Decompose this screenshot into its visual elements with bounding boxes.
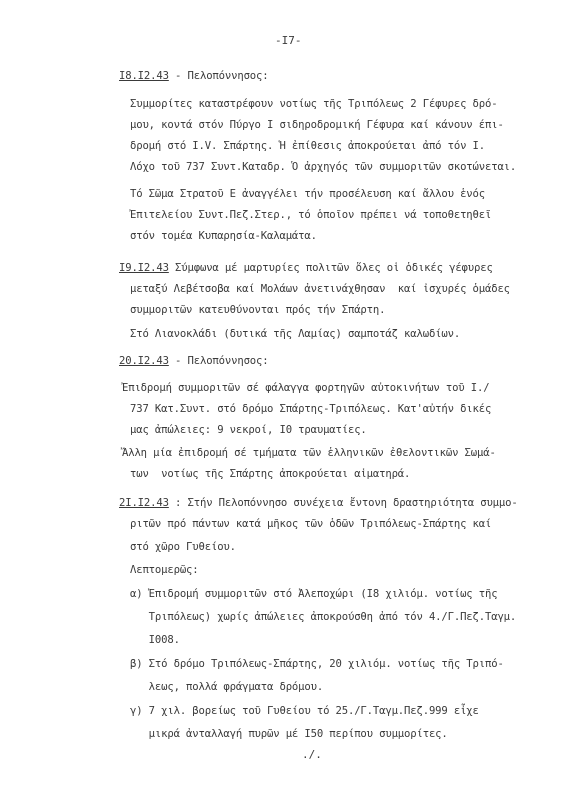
body-line: δρομή στό I.V. Σπάρτης. Ἡ ἐπίθεσις ἀποκρούεται ἀπό τόν I.	[130, 140, 485, 152]
body-line: Ἄλλη μία ἐπιδρομή σέ τμήματα τῶν ἑλληνικῶν ἐθελοντικῶν Σωμά-	[122, 447, 496, 459]
body-line: Συμμορίτες καταστρέφουν νοτίως τῆς Τριπόλεως 2 Γέφυρες δρό-	[130, 98, 498, 110]
entry-heading: - Πελοπόννησος:	[168, 355, 269, 367]
body-line: Τό Σῶμα Στρατοῦ Ε ἀναγγέλει τήν προσέλευση καί ἄλλου ἑνός	[130, 188, 485, 200]
body-line: μεταξύ Λεβέτσοβα καί Μολάων ἀνετινάχθησαν καί ἰσχυρές ὁμάδες	[130, 283, 510, 295]
body-line: Λεπτομερῶς:	[130, 564, 199, 576]
body-line: ριτῶν πρό πάντων κατά μῆκος τῶν ὁδῶν Τριπόλεως-Σπάρτης καί	[130, 518, 492, 530]
entry-date: I9.I2.43	[119, 262, 169, 274]
list-item-line: β) Στό δρόμο Τριπόλεως-Σπάρτης, 20 χιλιόμ. νοτίως τῆς Τριπό-	[130, 658, 504, 670]
entry-heading: - Πελοπόννησος:	[168, 70, 269, 82]
entry-date: 20.I2.43	[119, 355, 169, 367]
entry-date: 2I.I2.43	[119, 497, 169, 509]
page-number: -I7-	[275, 34, 302, 47]
entry-heading-line	[119, 497, 518, 510]
body-line: μας ἀπώλειες: 9 νεκροί, I0 τραυματίες.	[130, 424, 367, 436]
body-line: των νοτίως τῆς Σπάρτης ἀποκρούεται αἱματηρά.	[130, 468, 411, 480]
body-line: μου, κοντά στόν Πύργο I σιδηροδρομική Γέφυρα καί κάνουν έπι-	[130, 119, 504, 131]
body-line: 737 Κατ.Συντ. στό δρόμο Σπάρτης-Τριπόλεως. Κατ'αὐτήν δικές	[130, 403, 492, 415]
list-item-line: λεως, πολλά φράγματα δρόμου.	[130, 681, 324, 693]
body-line: Ἐπιδρομή συμμοριτῶν σέ φάλαγγα φορτηγῶν αὐτοκινήτων τοῦ I./	[122, 382, 490, 394]
list-item-line: α) Ἐπιδρομή συμμοριτῶν στό Ἀλεποχώρι (I8 χιλιόμ. νοτίως τῆς	[130, 588, 498, 600]
list-item-line: Τριπόλεως) χωρίς ἀπώλειες ἀποκρούσθη ἀπό τόν 4./Γ.Πεζ.Ταγμ.	[130, 611, 517, 623]
list-item-line: I008.	[130, 634, 180, 646]
body-line: στό χῶρο Γυθείου.	[130, 541, 236, 553]
continuation-mark: ./.	[302, 748, 322, 761]
entry-heading: : Στήν Πελοπόννησο συνέχεια ἔντονη δραστηριότητα συμμο-	[168, 497, 518, 509]
body-line: Λόχο τοῦ 737 Συντ.Καταδρ. Ὁ ἀρχηγός τῶν συμμοριτῶν σκοτώνεται.	[130, 161, 517, 173]
list-item-line: μικρά ἀνταλλαγή πυρῶν μέ I50 περίπου συμμορίτες.	[130, 728, 448, 740]
entry-date: I8.I2.43	[119, 70, 169, 82]
body-line: Ἐπιτελείου Συντ.Πεζ.Στερ., τό ὁποῖον πρέπει νά τοποθετηθεῖ	[130, 209, 492, 221]
entry-heading-line	[119, 262, 493, 275]
entry-heading: Σύμφωνα μέ μαρτυρίες πολιτῶν ὅλες οἱ ὁδικές γέφυρες	[168, 262, 493, 274]
body-line: Στό Λιανοκλάδι (δυτικά τῆς Λαμίας) σαμποτάζ καλωδίων.	[130, 328, 461, 340]
body-line: στόν τομέα Κυπαρησία-Καλαμάτα.	[130, 230, 317, 242]
entry-heading-line	[119, 355, 268, 368]
body-line: συμμοριτῶν κατευθύνονται πρός τήν Σπάρτη.	[130, 304, 386, 316]
entry-heading-line	[119, 70, 268, 83]
list-item-line: γ) 7 χιλ. βορείως τοῦ Γυθείου τό 25./Γ.Ταγμ.Πεζ.999 εἶχε	[130, 705, 479, 717]
